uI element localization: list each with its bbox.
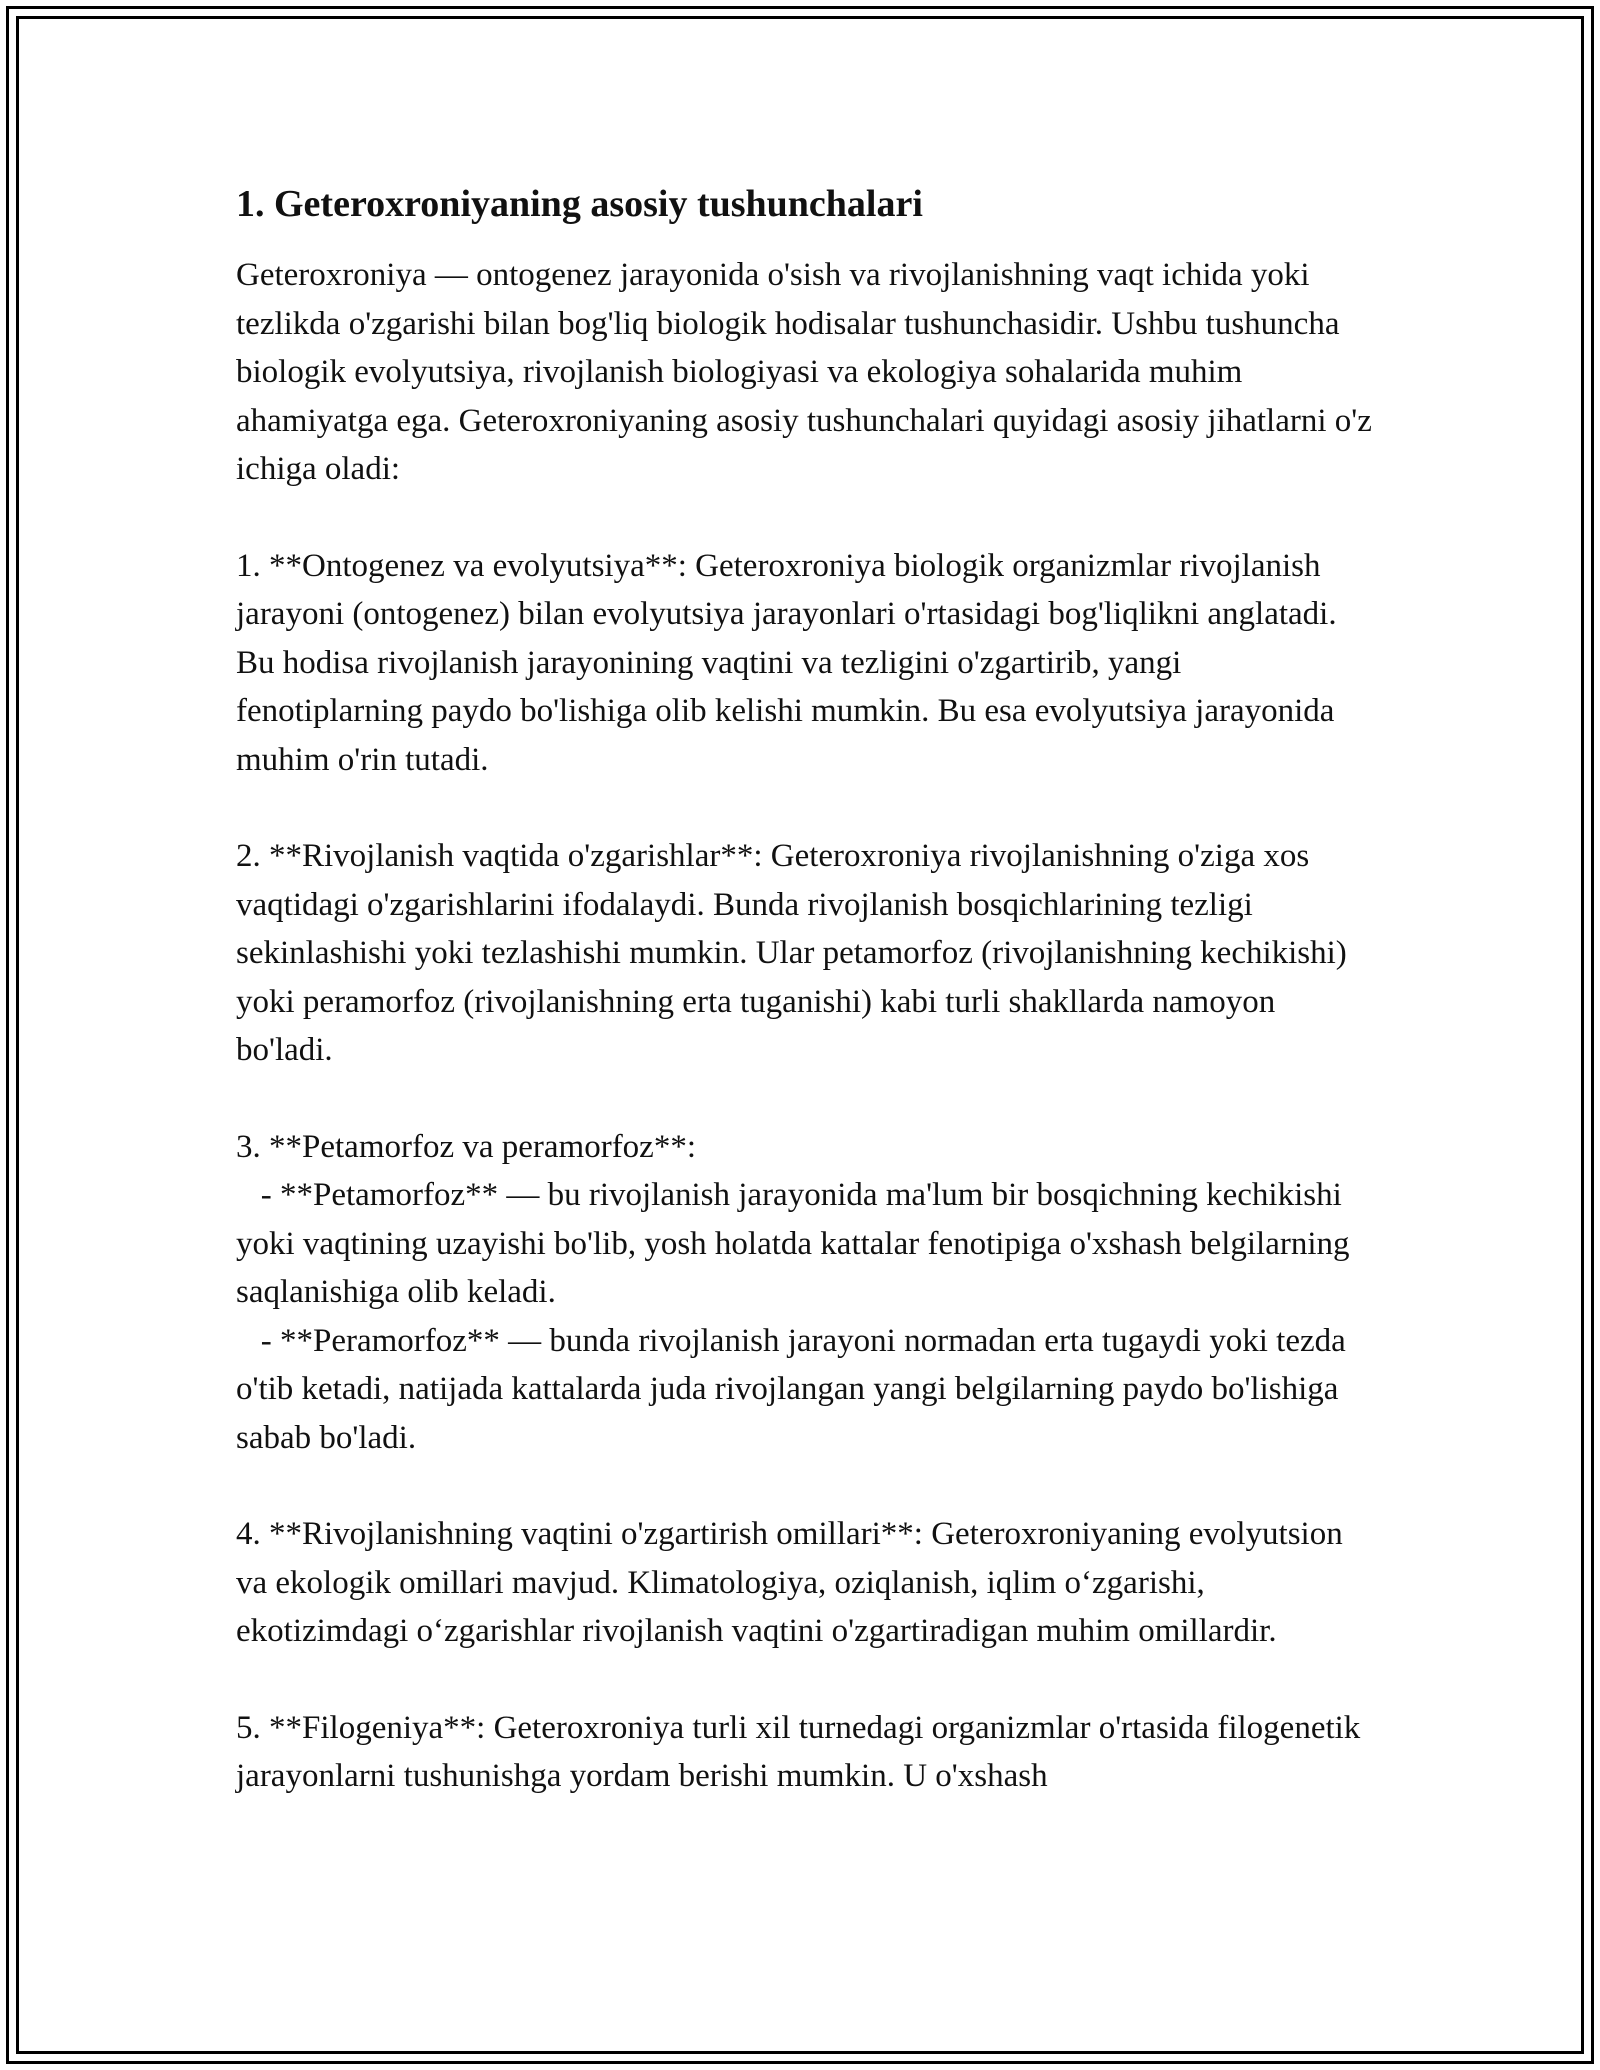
list-item-omillar: 4. **Rivojlanishning vaqtini o'zgartirish omillari**: Geteroxroniyaning evolyutsion va ekologik omillari mavjud. Klimatologiya, oziqlanish, iqlim o‘zgarishi, ekotizimdagi o‘zgarishlar rivojlanish vaqtini o'zgartiradigan muhim omillardir.	[236, 1516, 1351, 1650]
list-item-petamorfoz-peramorfoz: 3. **Petamorfoz va peramorfoz**: - **Petamorfoz** — bu rivojlanish jarayonida ma'lum bir bosqichning kechikishi yoki vaqtining uzayishi bo'lib, yosh holatda kattalar fenotipiga o'xshash belgilarning saqlanishiga olib keladi. - **Peramorfoz** — bunda rivojlanish jarayoni normadan erta tugaydi yoki tezda o'tib ketadi, natijada kattalarda juda rivojlangan yangi belgilarning paydo bo'lishiga sabab bo'ladi.	[236, 1128, 1350, 1456]
list-item-filogeniya: 5. **Filogeniya**: Geteroxroniya turli xil turnedagi organizmlar o'rtasida filogenetik jarayonlarni tushunishga yordam berishi mumkin. U o'xshash	[236, 1709, 1369, 1795]
section-heading: 1. Geteroxroniyaning asosiy tushunchalari	[236, 183, 923, 225]
document-body	[236, 180, 1381, 1849]
intro-paragraph: Geteroxroniya — ontogenez jarayonida o'sish va rivojlanishning vaqt ichida yoki tezlikda o'zgarishi bilan bog'liq biologik hodisalar tushunchasidir. Ushbu tushuncha biologik evolyutsiya, rivojlanish biologiyasi va ekologiya sohalarida muhim ahamiyatga ega. Geteroxroniyaning asosiy tushunchalari quyidagi asosiy jihatlarni o'z ichiga oladi:	[236, 257, 1381, 488]
list-item-rivojlanish-vaqti: 2. **Rivojlanish vaqtida o'zgarishlar**: Geteroxroniya rivojlanishning o'ziga xos vaqtidagi o'zgarishlarini ifodalaydi. Bunda rivojlanish bosqichlarining tezligi sekinlashishi yoki tezlashishi mumkin. Ular petamorfoz (rivojlanishning kechikishi) yoki peramorfoz (rivojlanishning erta tuganishi) kabi turli shakllarda namoyon bo'ladi.	[236, 838, 1356, 1069]
list-item-ontogenez: 1. **Ontogenez va evolyutsiya**: Geteroxroniya biologik organizmlar rivojlanish jarayoni (ontogenez) bilan evolyutsiya jarayonlari o'rtasidagi bog'liqlikni anglatadi. Bu hodisa rivojlanish jarayonining vaqtini va tezligini o'zgartirib, yangi fenotiplarning paydo bo'lishiga olib kelishi mumkin. Bu esa evolyutsiya jarayonida muhim o'rin tutadi.	[236, 547, 1345, 778]
